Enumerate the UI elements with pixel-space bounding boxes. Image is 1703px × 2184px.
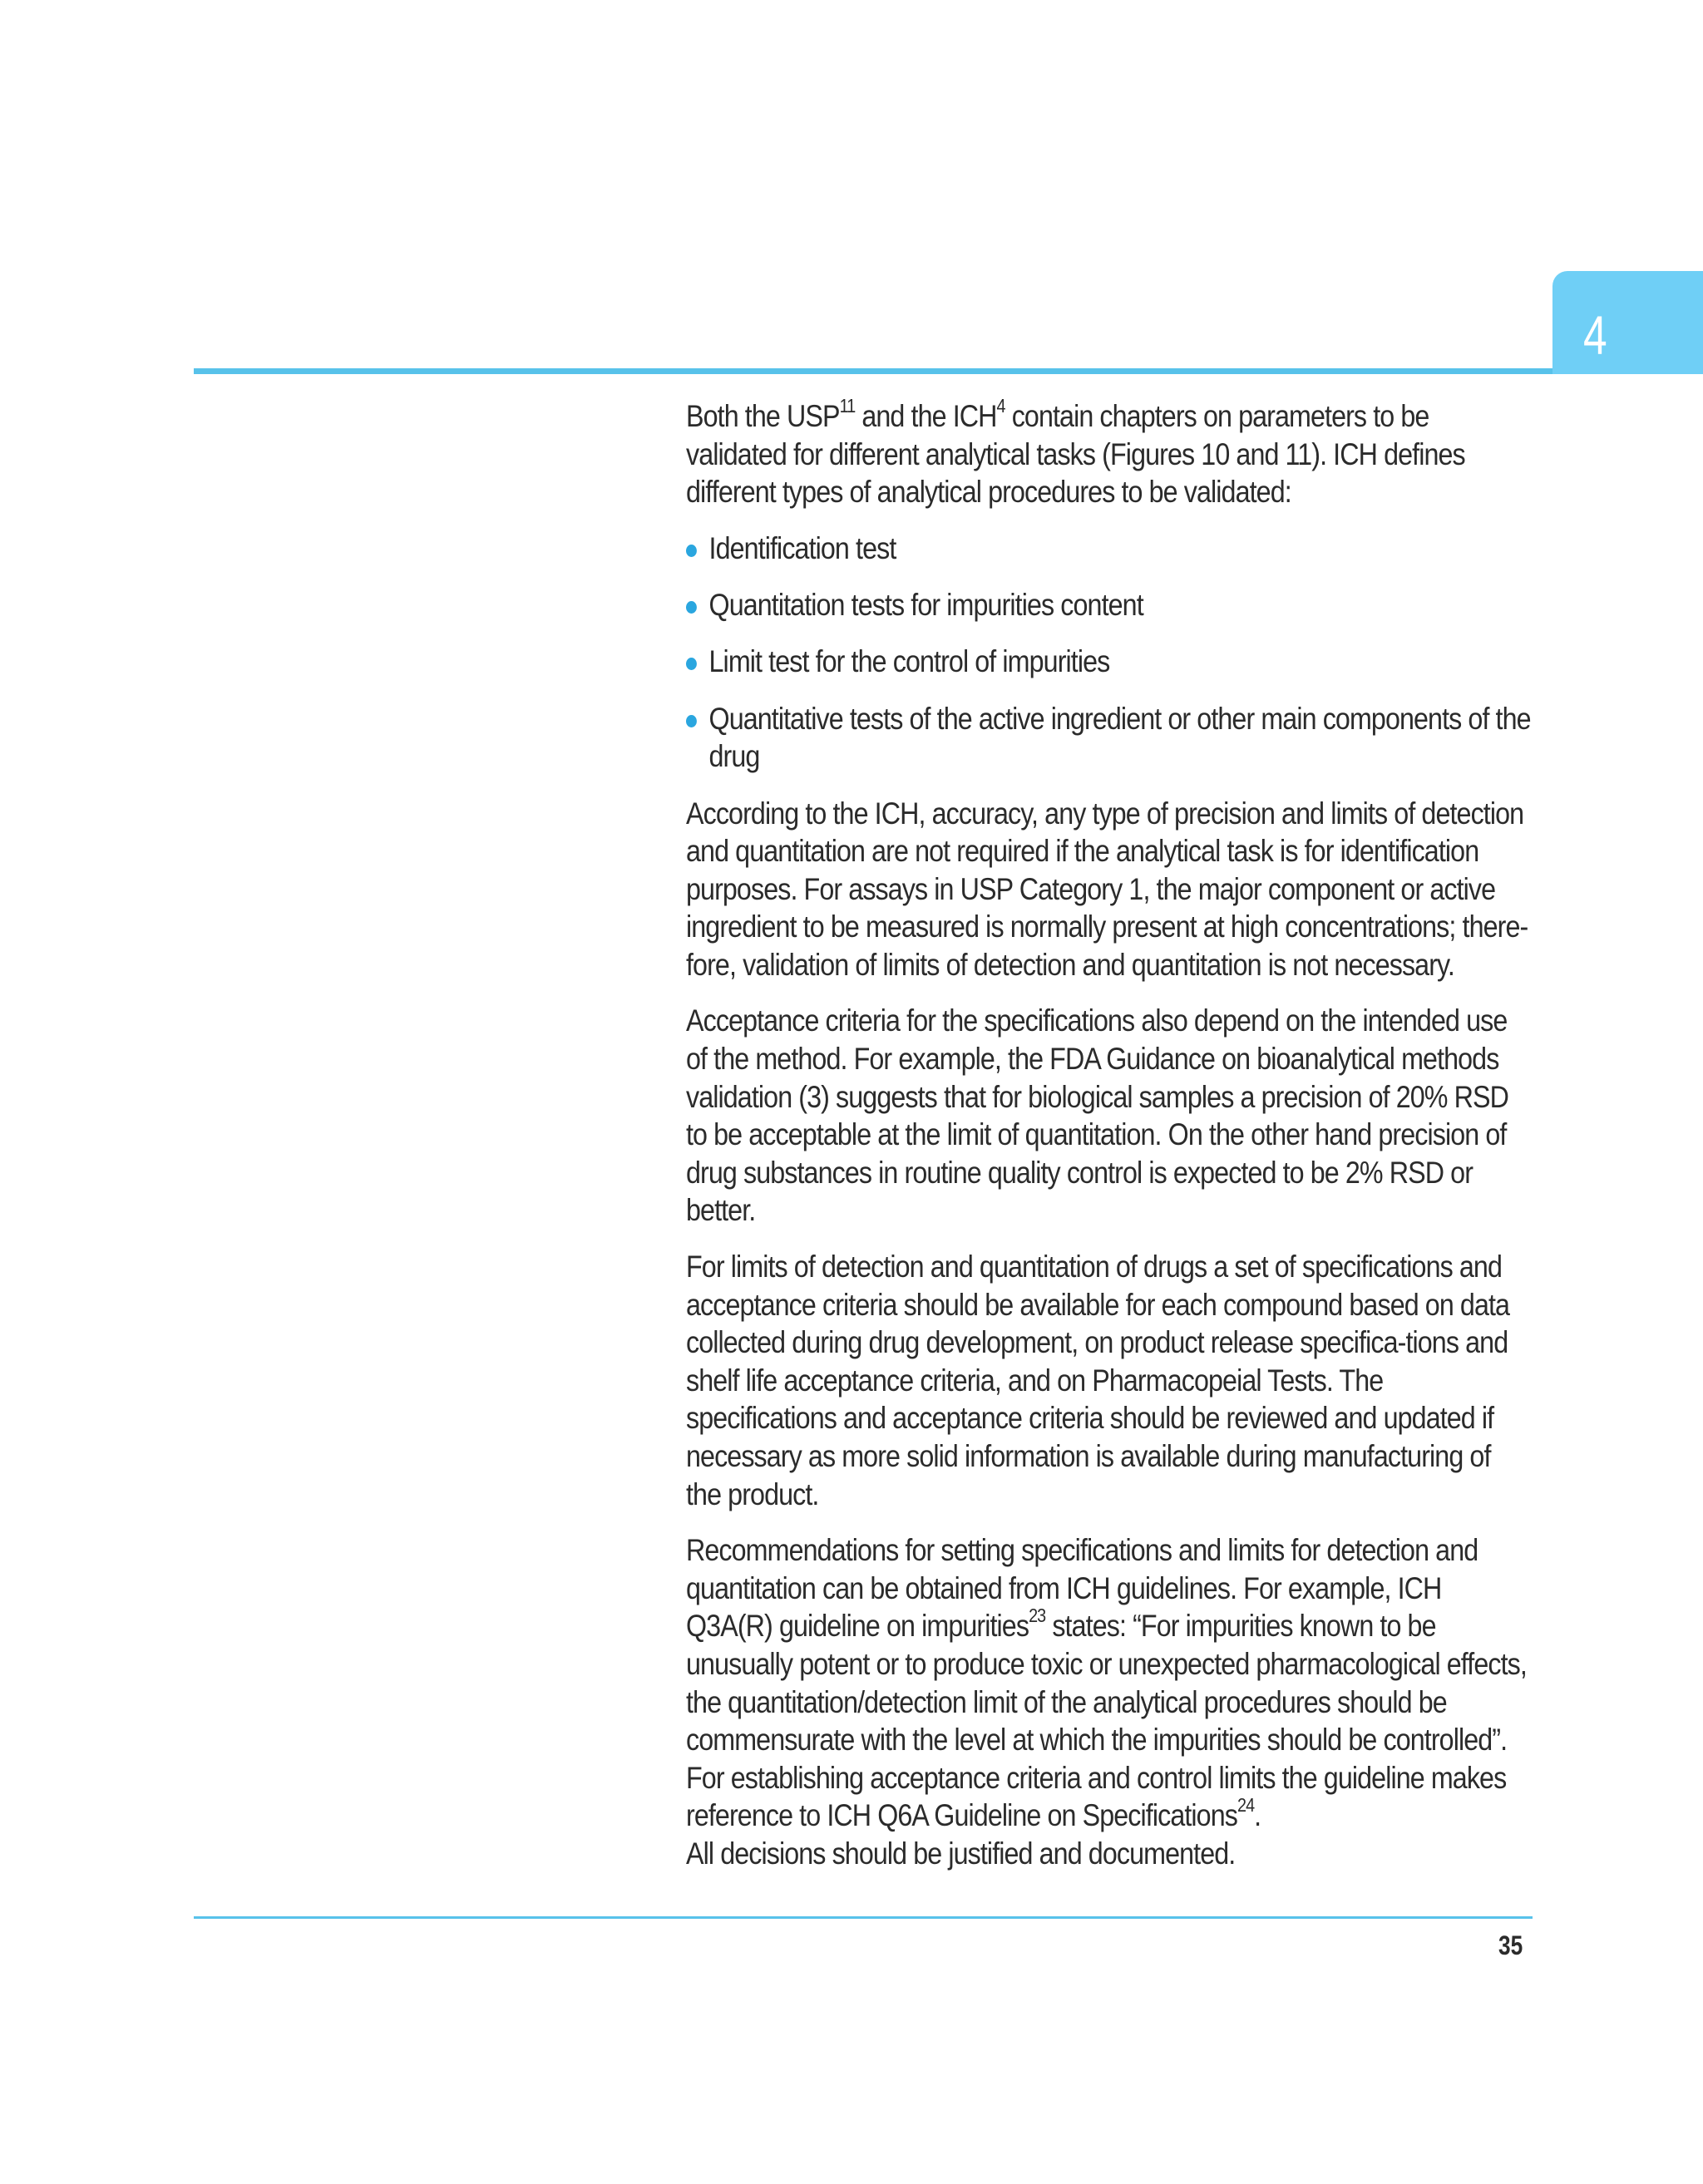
- intro-text-1: Both the USP: [686, 398, 840, 433]
- ich-requirements-paragraph: According to the ICH, accuracy, any type of precision and limits of detection and quantitation are not required if the analytical task is for identification purposes. For assays in USP Category 1, the major component or active ingredient to be measured is normally present at high concentrations; there-fore, validation of limits of detection and quantitation is not necessary.: [686, 795, 1528, 982]
- bullet-icon: [686, 658, 697, 670]
- recommendations-text-4: All decisions should be justified and documented.: [686, 1835, 1236, 1871]
- body-text: [686, 394, 1531, 1891]
- list-item-text: Identification test: [708, 530, 896, 565]
- list-item-text: Quantitative tests of the active ingredient or other main components of the drug: [708, 700, 1531, 774]
- page-number: 35: [1498, 1930, 1523, 1960]
- intro-text-3: contain chapters on parameters to be validated for different analytical tasks (Figures 10 and 11). ICH defines different types of analytical procedures to be validated:: [686, 398, 1465, 510]
- bullet-icon: [686, 715, 697, 727]
- list-item: [686, 700, 1552, 776]
- list-item-text: Quantitation tests for impurities content: [708, 587, 1143, 623]
- procedure-type-list: [686, 530, 1531, 776]
- list-item: [686, 530, 1552, 568]
- footnote-ref-q6a: 24: [1237, 1793, 1255, 1816]
- list-item: [686, 643, 1552, 681]
- intro-paragraph: [686, 394, 1530, 511]
- footnote-ref-q3a: 23: [1029, 1604, 1046, 1626]
- footnote-ref-usp: 11: [839, 394, 856, 417]
- detection-limits-paragraph: For limits of detection and quantitation of drugs a set of specifications and acceptance criteria should be available for each compound based on data collected during drug development, on product release specifica-tions and shelf life acceptance criteria, and on Pharmacopeial Tests. The specifications and acceptance criteria should be reviewed and updated if necessary as more solid information is available during manufacturing of the product.: [686, 1249, 1510, 1511]
- list-item-text: Limit test for the control of impurities: [708, 643, 1110, 679]
- chapter-tab: [1552, 271, 1703, 374]
- bullet-icon: [686, 601, 697, 614]
- acceptance-criteria-paragraph: Acceptance criteria for the specifications also depend on the intended use of the method. For example, the FDA Guidance on bioanalytical methods validation (3) suggests that for biological samples a precision of 20% RSD to be acceptable at the limit of quantitation. On the other hand precision of drug substances in routine quality control is expected to be 2% RSD or better.: [686, 1003, 1509, 1228]
- footer-rule: [194, 1916, 1533, 1919]
- recommendations-paragraph: [686, 1531, 1530, 1872]
- recommendations-text-2: states: “For impurities known to be unusually potent or to produce toxic or unexpected pharmacological effects, the quantitation/detection limit of the analytical procedures should be commensurate with the level at which the impurities should be controlled”. For establishing acceptance criteria and control limits the guideline makes reference to ICH Q6A Guideline on Specifications: [686, 1608, 1527, 1833]
- intro-text-2: and the ICH: [855, 398, 997, 433]
- bullet-icon: [686, 545, 697, 557]
- footnote-ref-ich: 4: [996, 394, 1005, 417]
- recommendations-text-1: Recommendations for setting specifications and limits for detection and quantitation can be obtained from ICH guidelines. For example, ICH Q3A(R) guideline on impurities: [686, 1532, 1478, 1644]
- recommendations-text-3: .: [1254, 1797, 1261, 1833]
- header-rule: [194, 368, 1553, 374]
- list-item: [686, 586, 1552, 624]
- chapter-number: 4: [1583, 304, 1607, 366]
